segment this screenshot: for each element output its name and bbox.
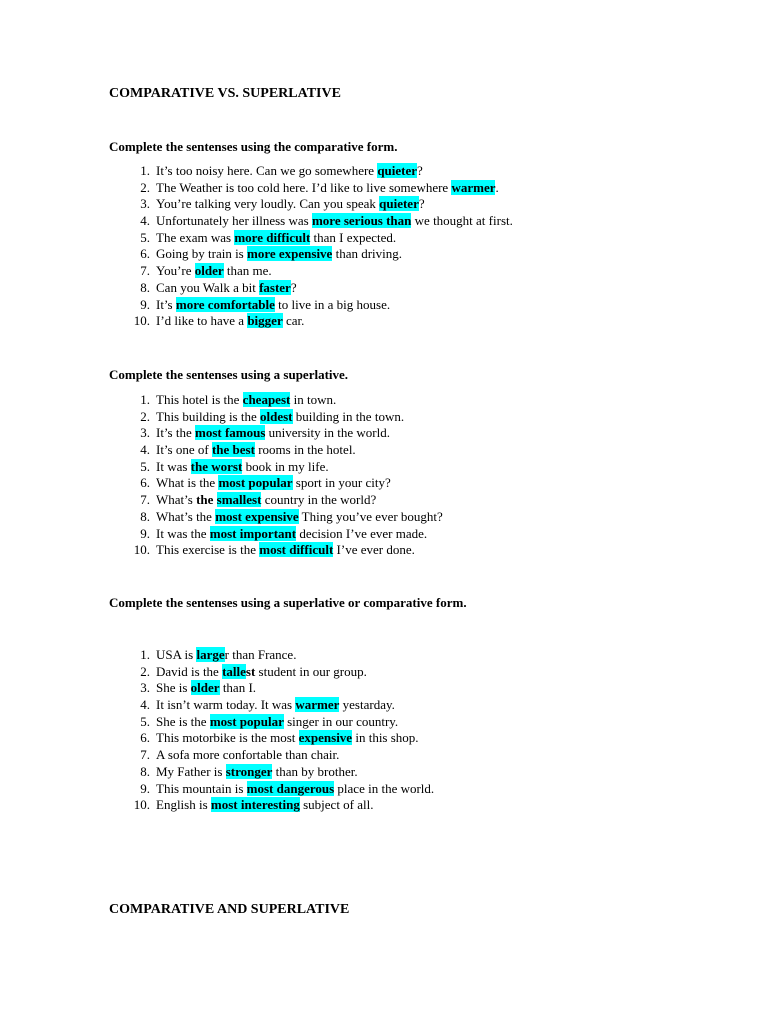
section-3-instruction: Complete the sentenses using a superlative or comparative form.	[109, 595, 467, 610]
answer-highlight: the worst	[190, 458, 243, 474]
answer-highlight: most expensive	[215, 508, 299, 524]
answer-highlight: older	[194, 263, 224, 279]
section-2-list	[133, 392, 443, 559]
item-number: 6.	[140, 730, 150, 746]
footer-title: COMPARATIVE AND SUPERLATIVE	[109, 902, 350, 917]
sentence-text: rooms in the hotel.	[254, 442, 356, 458]
sentence-text: This mountain is	[156, 780, 247, 796]
sentence-text: This building is the	[156, 408, 260, 424]
list-item	[133, 797, 434, 814]
list-item	[140, 525, 443, 543]
item-number: 4.	[140, 213, 150, 229]
sentence-text: She is the	[156, 713, 210, 729]
sentence-text: decision I’ve ever made.	[296, 525, 428, 541]
sentence-text: English is	[156, 797, 211, 813]
answer-highlight: most popular	[218, 475, 293, 491]
bold-word: st	[245, 663, 256, 679]
answer-highlight: more comfortable	[175, 296, 275, 312]
sentence-text: than I expected.	[310, 229, 397, 245]
list-item	[140, 229, 513, 247]
item-number: 2.	[140, 663, 150, 679]
answer-highlight: large	[196, 647, 225, 662]
item-number: 8.	[140, 279, 150, 295]
item-number: 1.	[140, 392, 150, 407]
answer-highlight: most important	[209, 525, 297, 541]
list-item	[140, 508, 443, 526]
answer-highlight: faster	[259, 279, 291, 295]
answer-highlight: more serious than	[311, 213, 412, 229]
item-number: 9.	[140, 780, 150, 796]
item-number: 7.	[140, 492, 150, 508]
sentence-text: .	[495, 179, 499, 195]
sentence-text: It’s	[156, 296, 176, 312]
page-title: COMPARATIVE VS. SUPERLATIVE	[109, 86, 341, 101]
item-number: 5.	[140, 713, 150, 729]
list-item	[140, 263, 513, 280]
sentence-text: What’s	[156, 492, 197, 508]
list-item	[140, 697, 434, 714]
sentence-text: than driving.	[332, 246, 403, 262]
answer-highlight: quieter	[377, 163, 418, 178]
item-number: 2.	[140, 408, 150, 424]
section-3-list	[133, 647, 435, 814]
sentence-text: It isn’t warm today. It was	[156, 697, 296, 713]
answer-highlight: older	[190, 680, 220, 696]
list-item	[140, 179, 513, 197]
sentence-text: in this shop.	[352, 730, 419, 746]
answer-highlight: bigger	[247, 313, 283, 329]
item-number: 3.	[140, 425, 150, 441]
sentence-text: My Father is	[156, 763, 226, 779]
answer-highlight: most dangerous	[246, 780, 335, 796]
answer-highlight: cheapest	[242, 392, 291, 407]
item-number: 9.	[140, 525, 150, 541]
answer-highlight: talle	[222, 663, 246, 679]
sentence-text: Can you Walk a bit	[156, 279, 260, 295]
sentence-text: You’re talking very loudly. Can you speak	[156, 196, 380, 212]
sentence-text: student in our group.	[255, 663, 367, 679]
list-item	[140, 196, 513, 213]
sentence-text: sport in your city?	[292, 475, 391, 491]
list-item	[140, 279, 513, 297]
sentence-text: ?	[290, 279, 297, 295]
item-number: 6.	[140, 475, 150, 491]
answer-highlight: oldest	[260, 408, 293, 424]
item-number: 7.	[140, 747, 150, 763]
section-2-instruction: Complete the sentenses using a superlative.	[109, 367, 349, 382]
list-item	[140, 408, 443, 426]
sentence-text: USA is	[156, 647, 197, 662]
answer-highlight: most interesting	[210, 797, 300, 813]
sentence-text: university in the world.	[265, 425, 390, 441]
item-number: 6.	[140, 246, 150, 262]
item-number: 7.	[140, 263, 150, 279]
sentence-text: You’re	[156, 263, 195, 279]
bold-word: the	[196, 492, 214, 508]
list-item	[140, 246, 513, 263]
list-item	[140, 425, 443, 442]
sentence-text: The Weather is too cold here. I’d like to live somewhere	[156, 179, 452, 195]
list-item	[140, 296, 513, 314]
item-number: 1.	[140, 647, 150, 662]
sentence-text: It was	[156, 458, 191, 474]
list-item	[140, 663, 434, 681]
list-item	[133, 313, 513, 330]
answer-highlight: warmer	[295, 697, 340, 713]
answer-highlight: smallest	[216, 492, 262, 508]
list-item	[140, 163, 513, 180]
sentence-text: to live in a big house.	[274, 296, 391, 312]
item-number: 9.	[140, 296, 150, 312]
list-item	[140, 392, 443, 409]
answer-highlight: more difficult	[234, 229, 311, 245]
answer-highlight: the best	[211, 442, 255, 458]
item-number: 10.	[133, 313, 150, 329]
sentence-text: David is the	[156, 663, 223, 679]
list-item	[140, 458, 443, 476]
sentence-text: It’s one of	[156, 442, 212, 458]
sentence-text: The exam was	[156, 229, 235, 245]
sentence-text: book in my life.	[242, 458, 329, 474]
sentence-text: I’d like to have a	[156, 313, 248, 329]
list-item	[140, 647, 434, 664]
item-number: 10.	[133, 797, 150, 813]
list-item	[140, 730, 434, 747]
sentence-text: in town.	[290, 392, 337, 407]
list-item	[140, 213, 513, 230]
sentence-text: It’s the	[156, 425, 195, 441]
item-number: 10.	[133, 542, 150, 558]
sentence-text: building in the town.	[292, 408, 405, 424]
answer-highlight: warmer	[451, 179, 496, 195]
answer-highlight: most difficult	[259, 542, 334, 558]
list-item	[140, 680, 434, 697]
sentence-text: This motorbike is the most	[156, 730, 299, 746]
item-number: 1.	[140, 163, 150, 178]
sentence-text: What is the	[156, 475, 219, 491]
sentence-text: r than France.	[224, 647, 297, 662]
answer-highlight: stronger	[225, 763, 273, 779]
item-number: 4.	[140, 442, 150, 458]
answer-highlight: quieter	[379, 196, 419, 212]
sentence-text: What’s the	[156, 508, 216, 524]
item-number: 8.	[140, 763, 150, 779]
list-item	[140, 475, 443, 492]
list-item	[133, 542, 443, 559]
item-number: 8.	[140, 508, 150, 524]
sentence-text: Thing you’ve ever bought?	[298, 508, 443, 524]
sentence-text: This hotel is the	[156, 392, 243, 407]
sentence-text: She is	[156, 680, 191, 696]
sentence-text: I’ve ever done.	[333, 542, 415, 558]
sentence-text: than me.	[223, 263, 272, 279]
sentence-text: Unfortunately her illness was	[156, 213, 312, 229]
section-1-list	[133, 163, 513, 330]
sentence-text: ?	[417, 163, 423, 178]
list-item	[140, 747, 434, 764]
sentence-text: This exercise is the	[156, 542, 260, 558]
item-number: 2.	[140, 179, 150, 195]
sentence-text: car.	[282, 313, 305, 329]
item-number: 3.	[140, 680, 150, 696]
answer-highlight: most popular	[209, 713, 284, 729]
answer-highlight: expensive	[298, 730, 353, 746]
item-number: 5.	[140, 229, 150, 245]
sentence-text: A sofa more confortable than chair.	[156, 747, 340, 763]
sentence-text: than I.	[219, 680, 257, 696]
list-item	[140, 492, 443, 509]
section-1-instruction: Complete the sentenses using the comparative form.	[109, 139, 398, 154]
list-item	[140, 780, 435, 798]
answer-highlight: most famous	[195, 425, 266, 441]
list-item	[140, 763, 434, 781]
sentence-text: than by brother.	[272, 763, 358, 779]
sentence-text: we thought at first.	[411, 213, 513, 229]
item-number: 5.	[140, 458, 150, 474]
sentence-text: yestarday.	[339, 697, 395, 713]
sentence-text: subject of all.	[299, 797, 374, 813]
answer-highlight: more expensive	[247, 246, 333, 262]
list-item	[140, 442, 443, 459]
item-number: 3.	[140, 196, 150, 212]
sentence-text: singer in our country.	[283, 713, 399, 729]
sentence-text: It was the	[156, 525, 210, 541]
sentence-text: Going by train is	[156, 246, 247, 262]
sentence-text: It’s too noisy here. Can we go somewhere	[156, 163, 378, 178]
sentence-text: country in the world?	[261, 492, 377, 508]
sentence-text: ?	[418, 196, 425, 212]
sentence-text: place in the world.	[334, 780, 435, 796]
list-item	[140, 713, 434, 731]
item-number: 4.	[140, 697, 150, 713]
